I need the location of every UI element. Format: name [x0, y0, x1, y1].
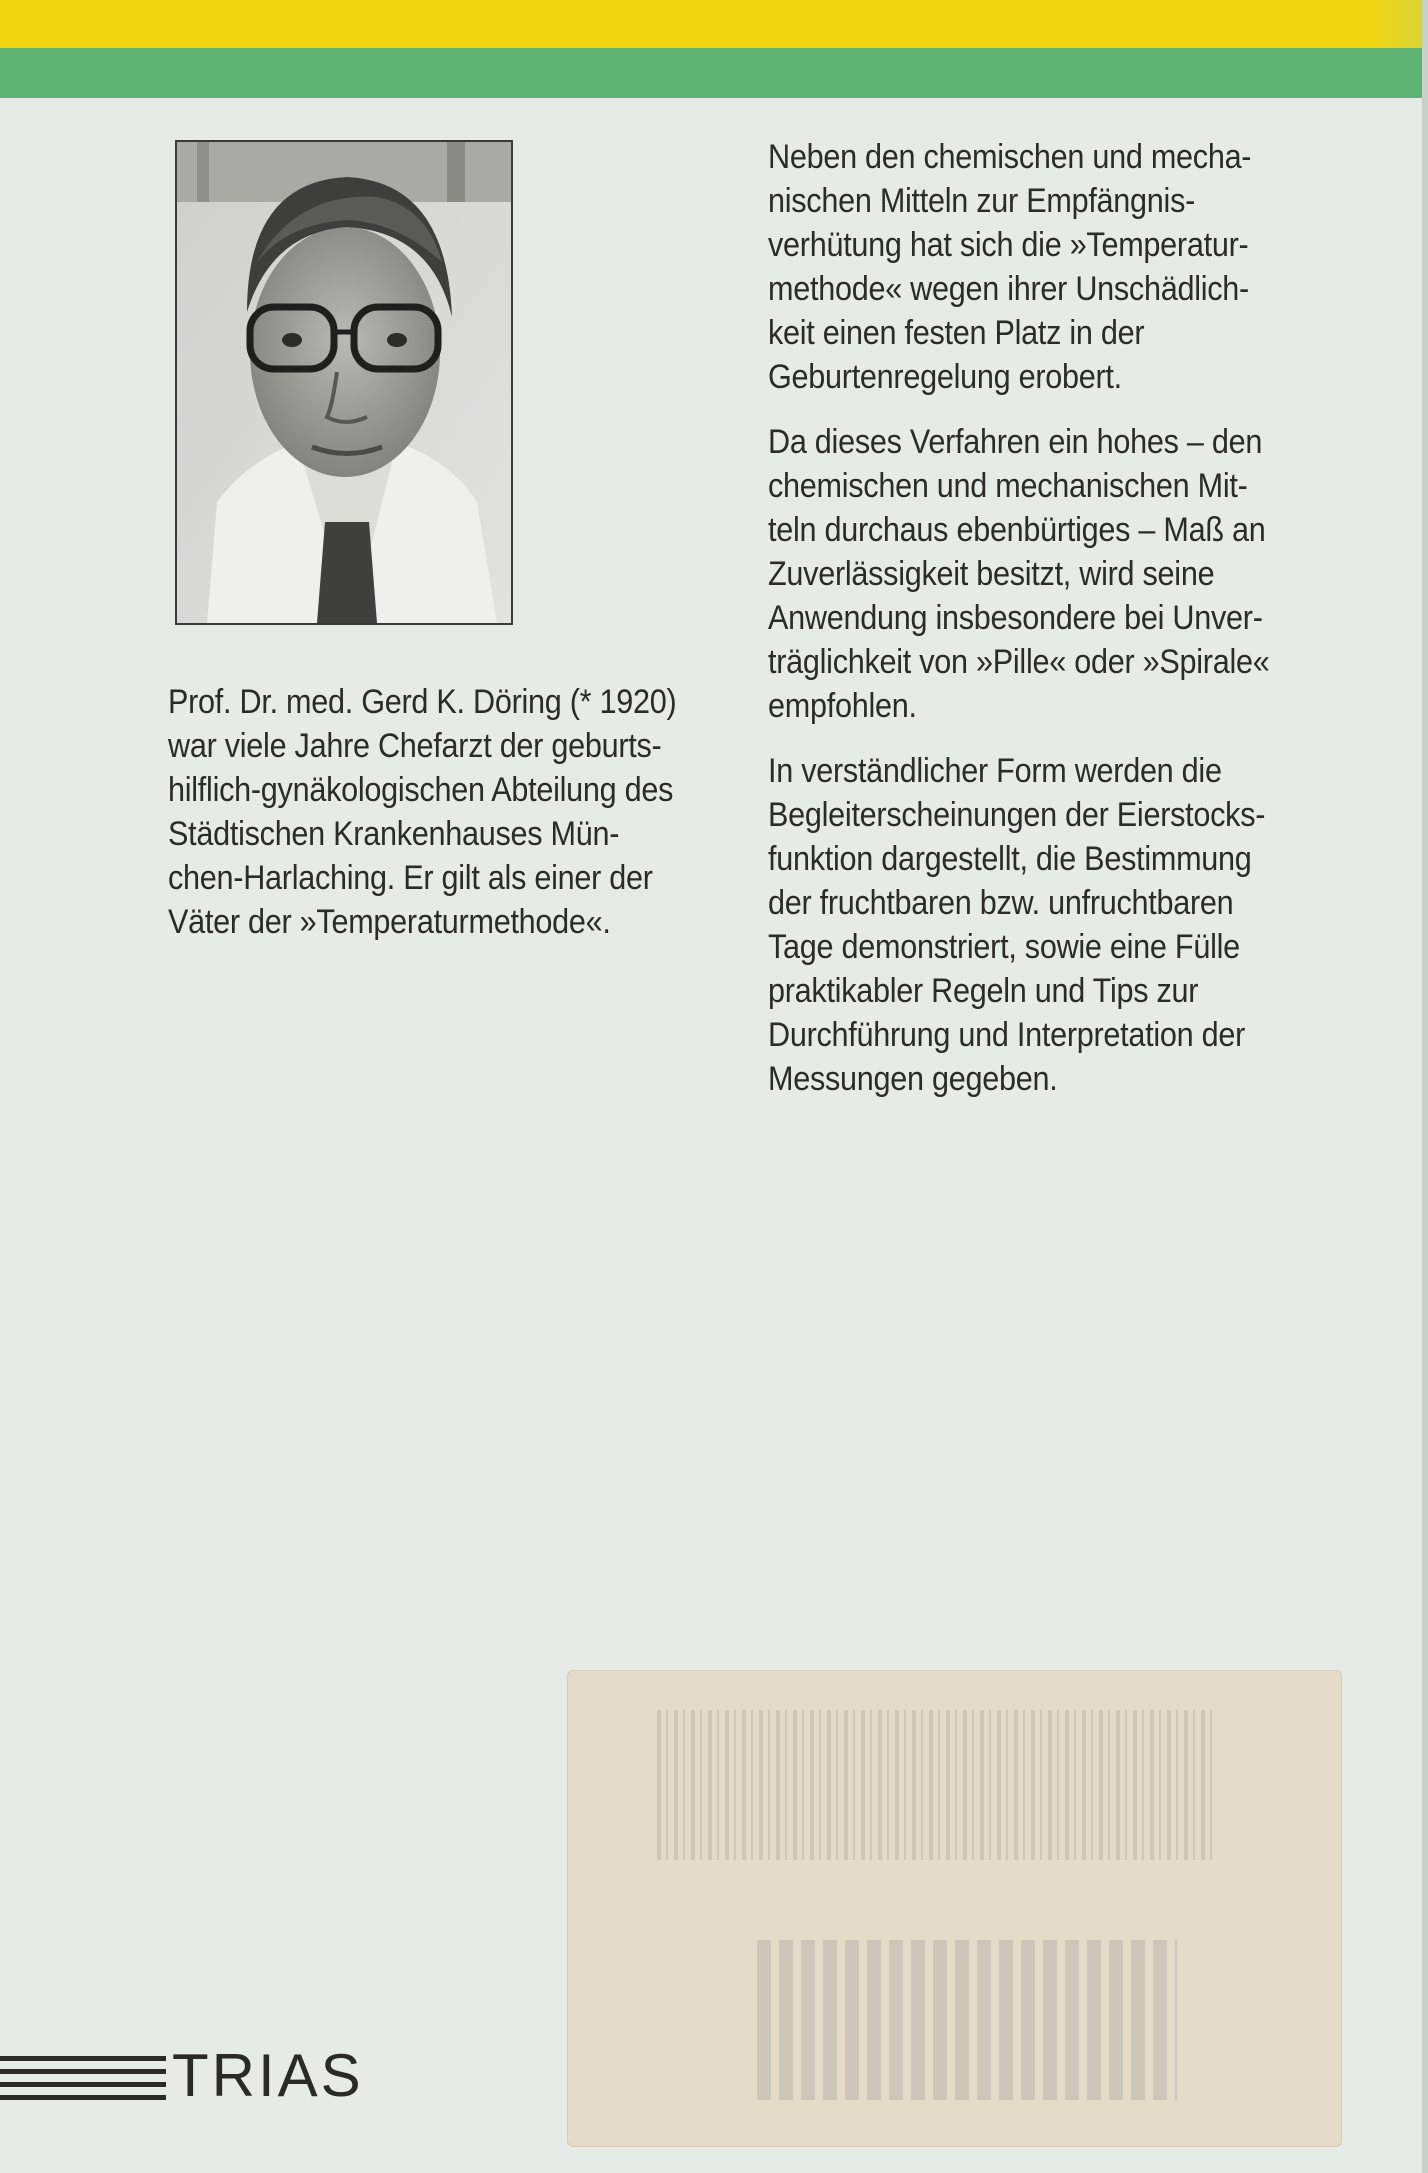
description-line: der fruchtbaren bzw. unfruchtbaren	[768, 884, 1234, 922]
book-description	[768, 135, 1317, 1122]
description-line: funktion dargestellt, die Bestimmung	[768, 840, 1252, 878]
description-line: Anwendung insbesondere bei Unver-	[768, 599, 1263, 637]
caption-line: chen-Harlaching. Er gilt als einer der	[168, 859, 653, 897]
cover-edge	[1422, 0, 1428, 2173]
header-stripe-green	[0, 48, 1428, 98]
caption-line: Prof. Dr. med. Gerd K. Döring (* 1920)	[168, 683, 677, 721]
description-line: Neben den chemischen und mecha-	[768, 138, 1252, 176]
description-line: praktikabler Regeln und Tips zur	[768, 972, 1199, 1010]
description-line: Da dieses Verfahren ein hohes – den	[768, 423, 1263, 461]
author-caption	[168, 680, 677, 944]
description-line: teln durchaus ebenbürtiges – Maß an	[768, 511, 1266, 549]
price-sticker	[567, 1670, 1342, 2147]
caption-line: Städtischen Krankenhauses Mün-	[168, 815, 620, 853]
description-line: Geburtenregelung erobert.	[768, 358, 1122, 396]
description-line: chemischen und mechanischen Mit-	[768, 467, 1248, 505]
description-line: empfohlen.	[768, 687, 917, 725]
description-line: methode« wegen ihrer Unschädlich-	[768, 270, 1249, 308]
description-paragraph	[768, 749, 1317, 1101]
description-line: keit einen festen Platz in der	[768, 314, 1145, 352]
description-line: Durchführung und Interpretation der	[768, 1016, 1246, 1054]
description-line: träglichkeit von »Pille« oder »Spirale«	[768, 643, 1270, 681]
description-line: Begleiterscheinungen der Eierstocks-	[768, 796, 1266, 834]
publisher-name: TRIAS	[172, 2042, 364, 2109]
description-paragraph	[768, 420, 1317, 728]
caption-line: hilflich-gynäkologischen Abteilung des	[168, 771, 674, 809]
barcode-icon	[657, 1710, 1217, 1860]
description-line: Messungen gegeben.	[768, 1060, 1058, 1098]
description-line: In verständlicher Form werden die	[768, 752, 1222, 790]
description-line: Zuverlässigkeit besitzt, wird seine	[768, 555, 1215, 593]
description-line: verhütung hat sich die »Temperatur-	[768, 226, 1249, 264]
author-portrait	[175, 140, 513, 625]
caption-line: Väter der »Temperaturmethode«.	[168, 903, 611, 941]
description-paragraph	[768, 135, 1317, 399]
publisher-logo	[0, 2042, 380, 2109]
description-line: nischen Mitteln zur Empfängnis-	[768, 182, 1196, 220]
caption-line: war viele Jahre Chefarzt der geburts-	[168, 727, 662, 765]
sticker-print-ghost	[757, 1940, 1177, 2100]
description-line: Tage demonstriert, sowie eine Fülle	[768, 928, 1240, 966]
logo-lines-icon	[0, 2056, 166, 2100]
header-stripe-yellow	[0, 0, 1428, 48]
